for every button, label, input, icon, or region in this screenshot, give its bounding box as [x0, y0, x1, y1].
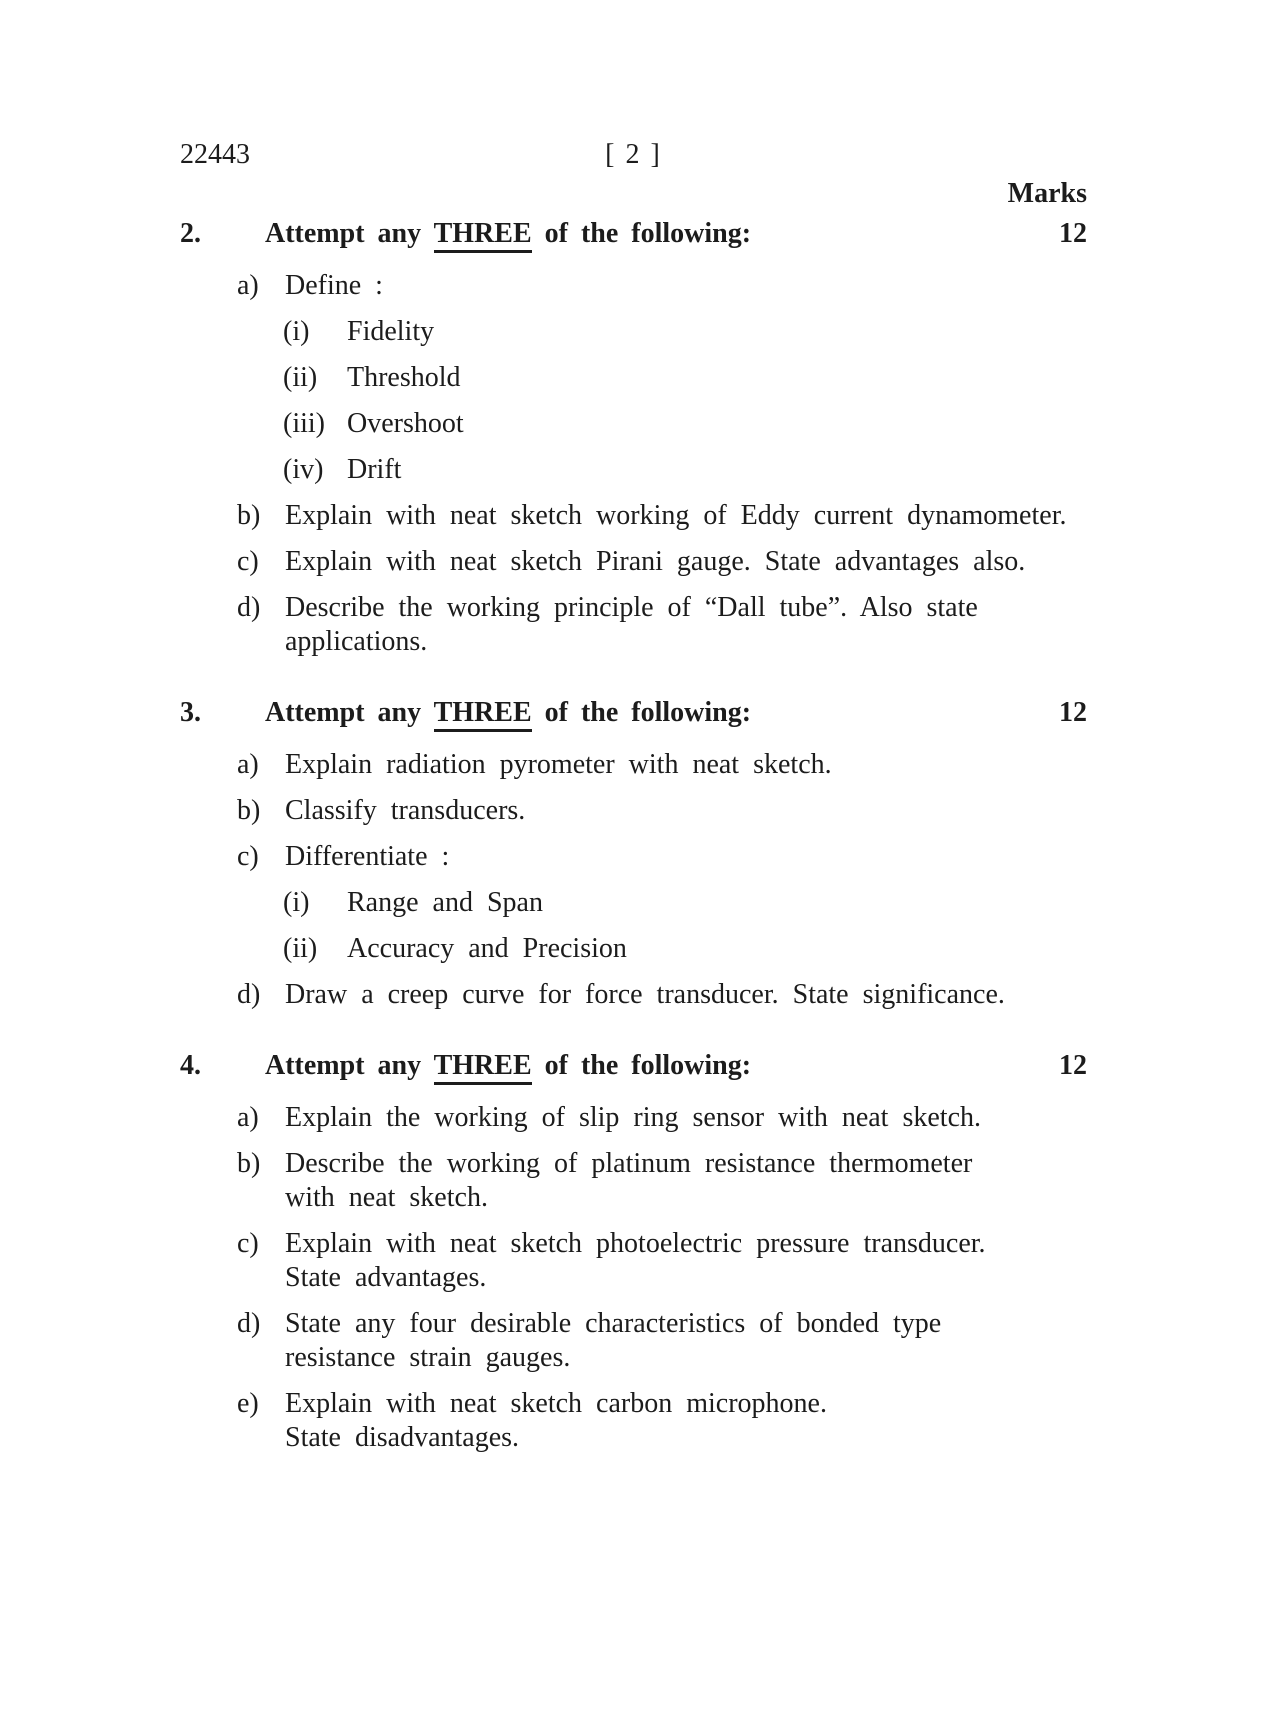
item-label: a) — [237, 270, 259, 301]
title-prefix: Attempt any — [265, 1050, 422, 1081]
question-4 — [180, 1049, 1087, 1455]
question-item — [180, 1227, 1087, 1295]
question-marks: 12 — [1059, 697, 1087, 728]
item-label: e) — [237, 1388, 259, 1419]
question-heading — [180, 696, 1087, 730]
question-item — [180, 545, 1087, 579]
item-text — [285, 748, 1087, 782]
item-text — [285, 978, 1087, 1012]
marks-column-header — [180, 177, 1087, 211]
item-line: resistance strain gauges. — [285, 1342, 571, 1373]
item-line: State disadvantages. — [285, 1422, 520, 1453]
item-text — [285, 794, 1087, 828]
question-subitem — [180, 361, 1087, 395]
subitem-text: Drift — [347, 454, 402, 485]
subitem-label: (iv) — [283, 454, 324, 485]
question-item — [180, 499, 1087, 533]
item-label: c) — [237, 546, 259, 577]
item-line: with neat sketch. — [285, 1182, 488, 1213]
item-text — [285, 591, 1087, 659]
marks-label: Marks — [1007, 178, 1087, 209]
question-3 — [180, 696, 1087, 1012]
item-label: a) — [237, 1102, 259, 1133]
title-suffix: of the following: — [544, 697, 752, 728]
title-suffix: of the following: — [544, 1050, 752, 1081]
item-line: applications. — [285, 626, 428, 657]
question-marks: 12 — [1059, 1050, 1087, 1081]
item-text — [285, 1227, 1087, 1295]
item-label: d) — [237, 592, 261, 623]
question-marks: 12 — [1059, 218, 1087, 249]
title-suffix: of the following: — [544, 218, 752, 249]
title-prefix: Attempt any — [265, 218, 422, 249]
question-number: 4. — [180, 1050, 201, 1081]
question-subitem — [180, 453, 1087, 487]
subitem-label: (ii) — [283, 362, 318, 393]
subitem-text: Range and Span — [347, 887, 543, 918]
item-line: Explain with neat sketch photoelectric pressure transducer. — [285, 1228, 986, 1259]
item-line: Describe the working of platinum resistance thermometer — [285, 1148, 973, 1179]
item-line: Explain with neat sketch Pirani gauge. State advantages also. — [285, 546, 1026, 577]
subitem-label: (i) — [283, 316, 310, 347]
subitem-label: (ii) — [283, 933, 318, 964]
item-label: b) — [237, 1148, 261, 1179]
item-text — [285, 269, 1087, 303]
item-text — [285, 1387, 1087, 1455]
question-item — [180, 1101, 1087, 1135]
question-2 — [180, 217, 1087, 659]
subitem-text: Accuracy and Precision — [347, 933, 627, 964]
page-number: [ 2 ] — [605, 139, 662, 170]
question-item — [180, 794, 1087, 828]
item-line: Define : — [285, 270, 383, 301]
question-subitem — [180, 932, 1087, 966]
item-line: Explain radiation pyrometer with neat sketch. — [285, 749, 832, 780]
item-label: c) — [237, 1228, 259, 1259]
title-underlined-word: THREE — [434, 218, 532, 253]
question-title — [265, 217, 1059, 251]
item-label: b) — [237, 795, 261, 826]
subitem-text: Overshoot — [347, 408, 464, 439]
item-text — [285, 1101, 1087, 1135]
page-header — [180, 138, 1087, 172]
question-number: 3. — [180, 697, 201, 728]
subitem-text: Threshold — [347, 362, 461, 393]
question-number: 2. — [180, 218, 201, 249]
question-item — [180, 1307, 1087, 1375]
item-line: Explain the working of slip ring sensor with neat sketch. — [285, 1102, 981, 1133]
question-item — [180, 1387, 1087, 1455]
item-line: Explain with neat sketch carbon microphone. — [285, 1388, 827, 1419]
item-text — [285, 840, 1087, 874]
item-text — [285, 499, 1087, 533]
item-text — [285, 545, 1087, 579]
question-heading — [180, 217, 1087, 251]
question-title — [265, 696, 1059, 730]
question-item — [180, 591, 1087, 659]
item-line: Describe the working principle of “Dall tube”. Also state — [285, 592, 978, 623]
question-subitem — [180, 315, 1087, 349]
item-label: d) — [237, 1308, 261, 1339]
question-item — [180, 840, 1087, 874]
item-text — [285, 1307, 1087, 1375]
item-label: c) — [237, 841, 259, 872]
item-label: a) — [237, 749, 259, 780]
title-underlined-word: THREE — [434, 697, 532, 732]
item-line: Differentiate : — [285, 841, 450, 872]
subitem-text: Fidelity — [347, 316, 435, 347]
paper-code: 22443 — [180, 139, 250, 170]
item-label: d) — [237, 979, 261, 1010]
title-prefix: Attempt any — [265, 697, 422, 728]
item-line: State advantages. — [285, 1262, 487, 1293]
question-item — [180, 269, 1087, 303]
item-line: Draw a creep curve for force transducer. State significance. — [285, 979, 1005, 1010]
item-line: Classify transducers. — [285, 795, 526, 826]
item-line: State any four desirable characteristics of bonded type — [285, 1308, 942, 1339]
title-underlined-word: THREE — [434, 1050, 532, 1085]
question-item — [180, 748, 1087, 782]
subitem-label: (iii) — [283, 408, 325, 439]
question-item — [180, 978, 1087, 1012]
question-subitem — [180, 886, 1087, 920]
item-text — [285, 1147, 1087, 1215]
question-subitem — [180, 407, 1087, 441]
question-heading — [180, 1049, 1087, 1083]
item-line: Explain with neat sketch working of Eddy current dynamometer. — [285, 500, 1067, 531]
question-title — [265, 1049, 1059, 1083]
item-label: b) — [237, 500, 261, 531]
question-item — [180, 1147, 1087, 1215]
subitem-label: (i) — [283, 887, 310, 918]
